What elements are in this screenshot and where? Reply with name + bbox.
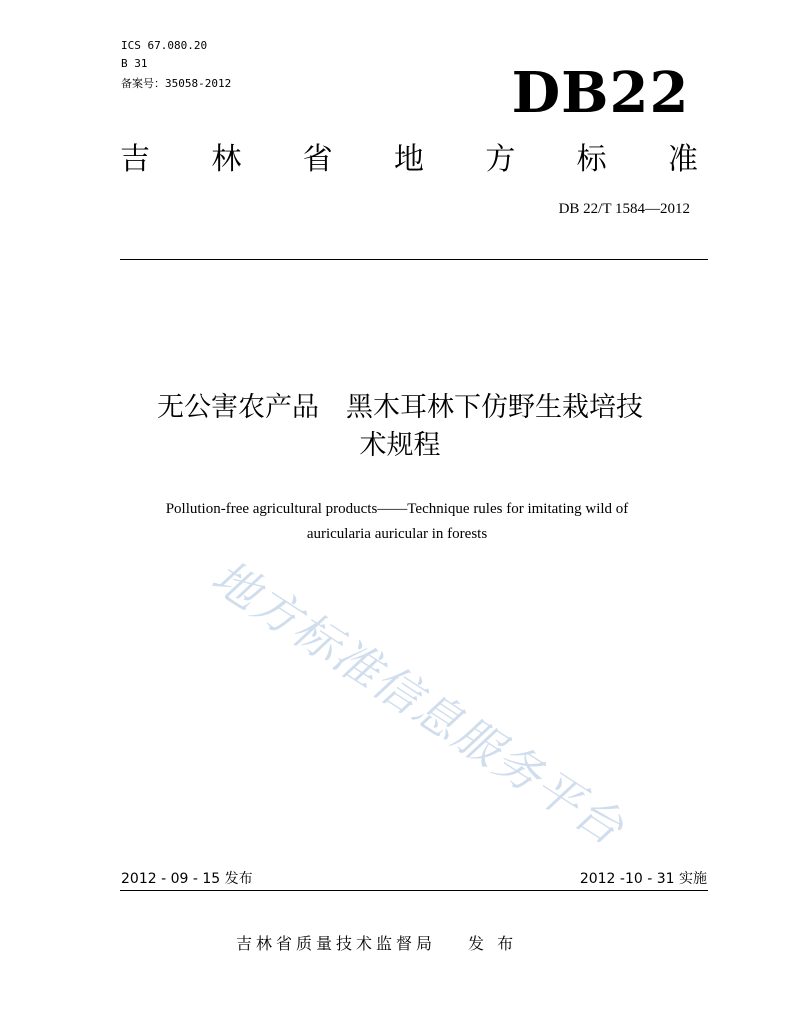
- record-number: 备案号：35058-2012: [121, 77, 232, 90]
- category-char: 省: [302, 142, 333, 177]
- issuer-name: 吉林省质量技术监督局: [236, 934, 437, 953]
- publish-date: 2012 - 09 - 15 发布: [121, 871, 253, 887]
- document-title-english: [100, 497, 694, 547]
- document-title-chinese: [100, 389, 700, 465]
- category-char: 林: [211, 142, 242, 177]
- title-en-line-1: Pollution-free agricultural products——Technique rules for imitating wild of: [165, 501, 629, 517]
- category-char: 方: [485, 142, 516, 177]
- category-char: 准: [667, 142, 698, 177]
- title-cn-line-2: 术规程: [359, 430, 441, 461]
- bottom-divider: [120, 890, 708, 891]
- title-cn-line-1: 无公害农产品 黑木耳林下仿野生栽培技: [157, 392, 643, 423]
- category-char: 标: [576, 142, 607, 177]
- category-char: 地: [393, 142, 424, 177]
- implementation-date: 2012 -10 - 31 实施: [579, 871, 707, 887]
- standard-code-logo: DB22: [511, 60, 690, 126]
- standard-number: DB 22/T 1584—2012: [558, 201, 690, 217]
- title-en-line-2: auricularia auricular in forests: [306, 526, 488, 542]
- ics-code: ICS 67.080.20: [121, 39, 208, 52]
- standard-category-title: [120, 140, 698, 180]
- issuing-authority: [236, 933, 517, 955]
- category-char: 吉: [120, 142, 150, 177]
- issue-label: 发 布: [468, 934, 518, 953]
- top-divider: [120, 259, 708, 260]
- watermark: 地方标准信息服务平台: [202, 549, 635, 856]
- classification-code: B 31: [121, 57, 148, 70]
